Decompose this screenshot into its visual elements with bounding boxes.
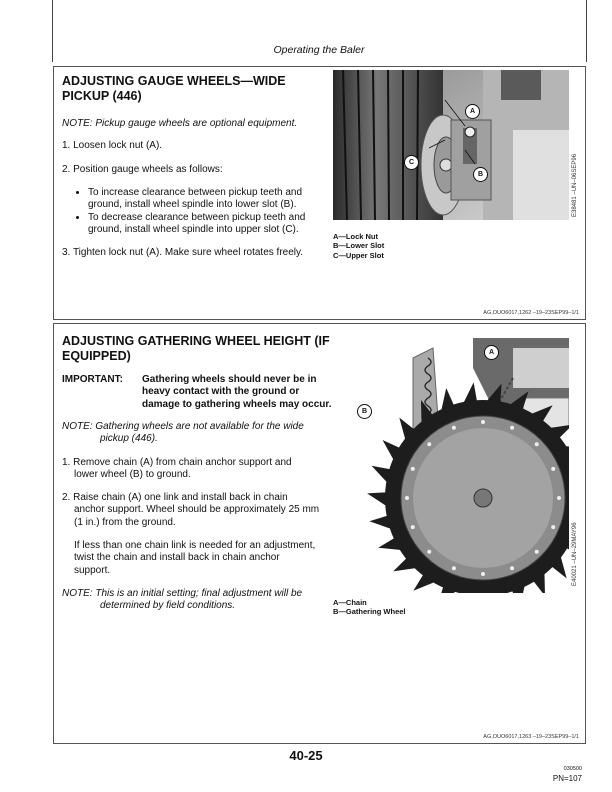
step-line: lower wheel (B) to ground. xyxy=(74,469,191,481)
reference-code: AG,OUO6017,1263 –19–23SEP99–1/1 xyxy=(483,734,579,740)
callout-c: C xyxy=(404,155,419,170)
legend-item: B—Gathering Wheel xyxy=(333,607,406,617)
page-header: Operating the Baler xyxy=(273,44,365,56)
note-line: pickup (446). xyxy=(100,433,158,445)
image-code: E38481 –UN–06SEP96 xyxy=(572,153,578,217)
bullet-item: • To decrease clearance between pickup teeth and ground, install wheel spindle into upper slot (C). xyxy=(88,212,340,237)
wheel-bolt xyxy=(535,442,539,446)
wheel-bolt xyxy=(481,572,485,576)
wheel-bolt xyxy=(557,496,561,500)
important-line: Gathering wheels should never be in xyxy=(142,374,317,385)
title-line: EQUIPPED) xyxy=(62,349,131,363)
gauge-wheel-photo xyxy=(333,70,569,220)
wheel-bolt xyxy=(411,467,415,471)
header-right-rule xyxy=(586,0,587,62)
wheel-bolt xyxy=(452,566,456,570)
title-line: PICKUP (446) xyxy=(62,89,142,103)
gauge-wheel-illustration xyxy=(333,70,569,220)
wheel-bolt xyxy=(427,442,431,446)
section-gathering-wheel xyxy=(53,323,586,744)
wheel-bolt xyxy=(427,550,431,554)
part-number: PN=107 xyxy=(552,774,582,783)
wheel-bolt xyxy=(405,496,409,500)
paragraph-line: twist the chain and install back in chain anchor xyxy=(74,552,280,564)
title-line: ADJUSTING GATHERING WHEEL HEIGHT (IF xyxy=(62,334,330,348)
step-3: 3. Tighten lock nut (A). Make sure wheel rotates freely. xyxy=(62,247,304,258)
wheel-bolt xyxy=(452,426,456,430)
note-line: determined by field conditions. xyxy=(100,600,236,612)
callout-a: A xyxy=(484,345,499,360)
gathering-wheel-illustration xyxy=(333,338,569,593)
reference-code: AG,OUO6017,1262 –19–23SEP99–1/1 xyxy=(483,310,579,316)
note-line: NOTE: Gathering wheels are not available for the wide xyxy=(62,421,304,432)
gathering-wheel-photo xyxy=(333,338,569,593)
legend xyxy=(333,598,406,617)
important-text xyxy=(142,374,332,411)
legend-item: A—Lock Nut xyxy=(333,232,378,241)
step-2: 2. Position gauge wheels as follows: xyxy=(62,164,223,175)
section-title xyxy=(62,334,330,364)
paragraph-line: If less than one chain link is needed for an adjustment, xyxy=(74,540,316,551)
page-number: 40-25 xyxy=(289,748,323,763)
wheel-bolt xyxy=(411,525,415,529)
wheel-bolt xyxy=(551,525,555,529)
note-text xyxy=(62,421,304,446)
note-line: NOTE: This is an initial setting; final adjustment will be xyxy=(62,588,303,599)
image-code: E40021 –UN–29MAY96 xyxy=(572,522,578,586)
step-line: 2. Raise chain (A) one link and install back in chain xyxy=(62,492,288,503)
final-note xyxy=(62,588,302,613)
footer-code: 030500 xyxy=(563,766,582,772)
bullet-item: • To increase clearance between pickup teeth and ground, install wheel spindle into lower slot (B). xyxy=(88,187,340,212)
legend-item: C—Upper Slot xyxy=(333,250,384,260)
legend xyxy=(333,232,384,260)
paragraph-line: support. xyxy=(74,564,111,576)
adjustment-paragraph xyxy=(74,540,315,577)
legend-item: A—Chain xyxy=(333,598,367,607)
wheel-bolt xyxy=(481,420,485,424)
section-title xyxy=(62,74,286,104)
important-line: damage to gathering wheels may occur. xyxy=(142,398,332,410)
wheel-bolt xyxy=(551,467,555,471)
callout-b: B xyxy=(473,167,488,182)
title-line: ADJUSTING GAUGE WHEELS—WIDE xyxy=(62,74,286,88)
wheel-bolt xyxy=(510,566,514,570)
step-1: 1. Loosen lock nut (A). xyxy=(62,140,163,151)
important-line: heavy contact with the ground or xyxy=(142,386,300,398)
step-line: (1 in.) from the ground. xyxy=(74,516,176,528)
step-line: 1. Remove chain (A) from chain anchor support and xyxy=(62,457,292,468)
note-text: NOTE: Pickup gauge wheels are optional equipment. xyxy=(62,118,298,129)
bullet-list xyxy=(70,187,340,237)
callout-a: A xyxy=(465,104,480,119)
wheel-bolt xyxy=(510,426,514,430)
step-2 xyxy=(62,492,319,529)
legend-item: B—Lower Slot xyxy=(333,241,385,251)
step-line: anchor support. Wheel should be approximately 25 mm xyxy=(74,504,320,516)
callout-b: B xyxy=(357,404,372,419)
wheel-bolt xyxy=(535,550,539,554)
important-label: IMPORTANT: xyxy=(62,374,123,385)
step-1 xyxy=(62,457,292,482)
section-gauge-wheels xyxy=(53,66,586,320)
